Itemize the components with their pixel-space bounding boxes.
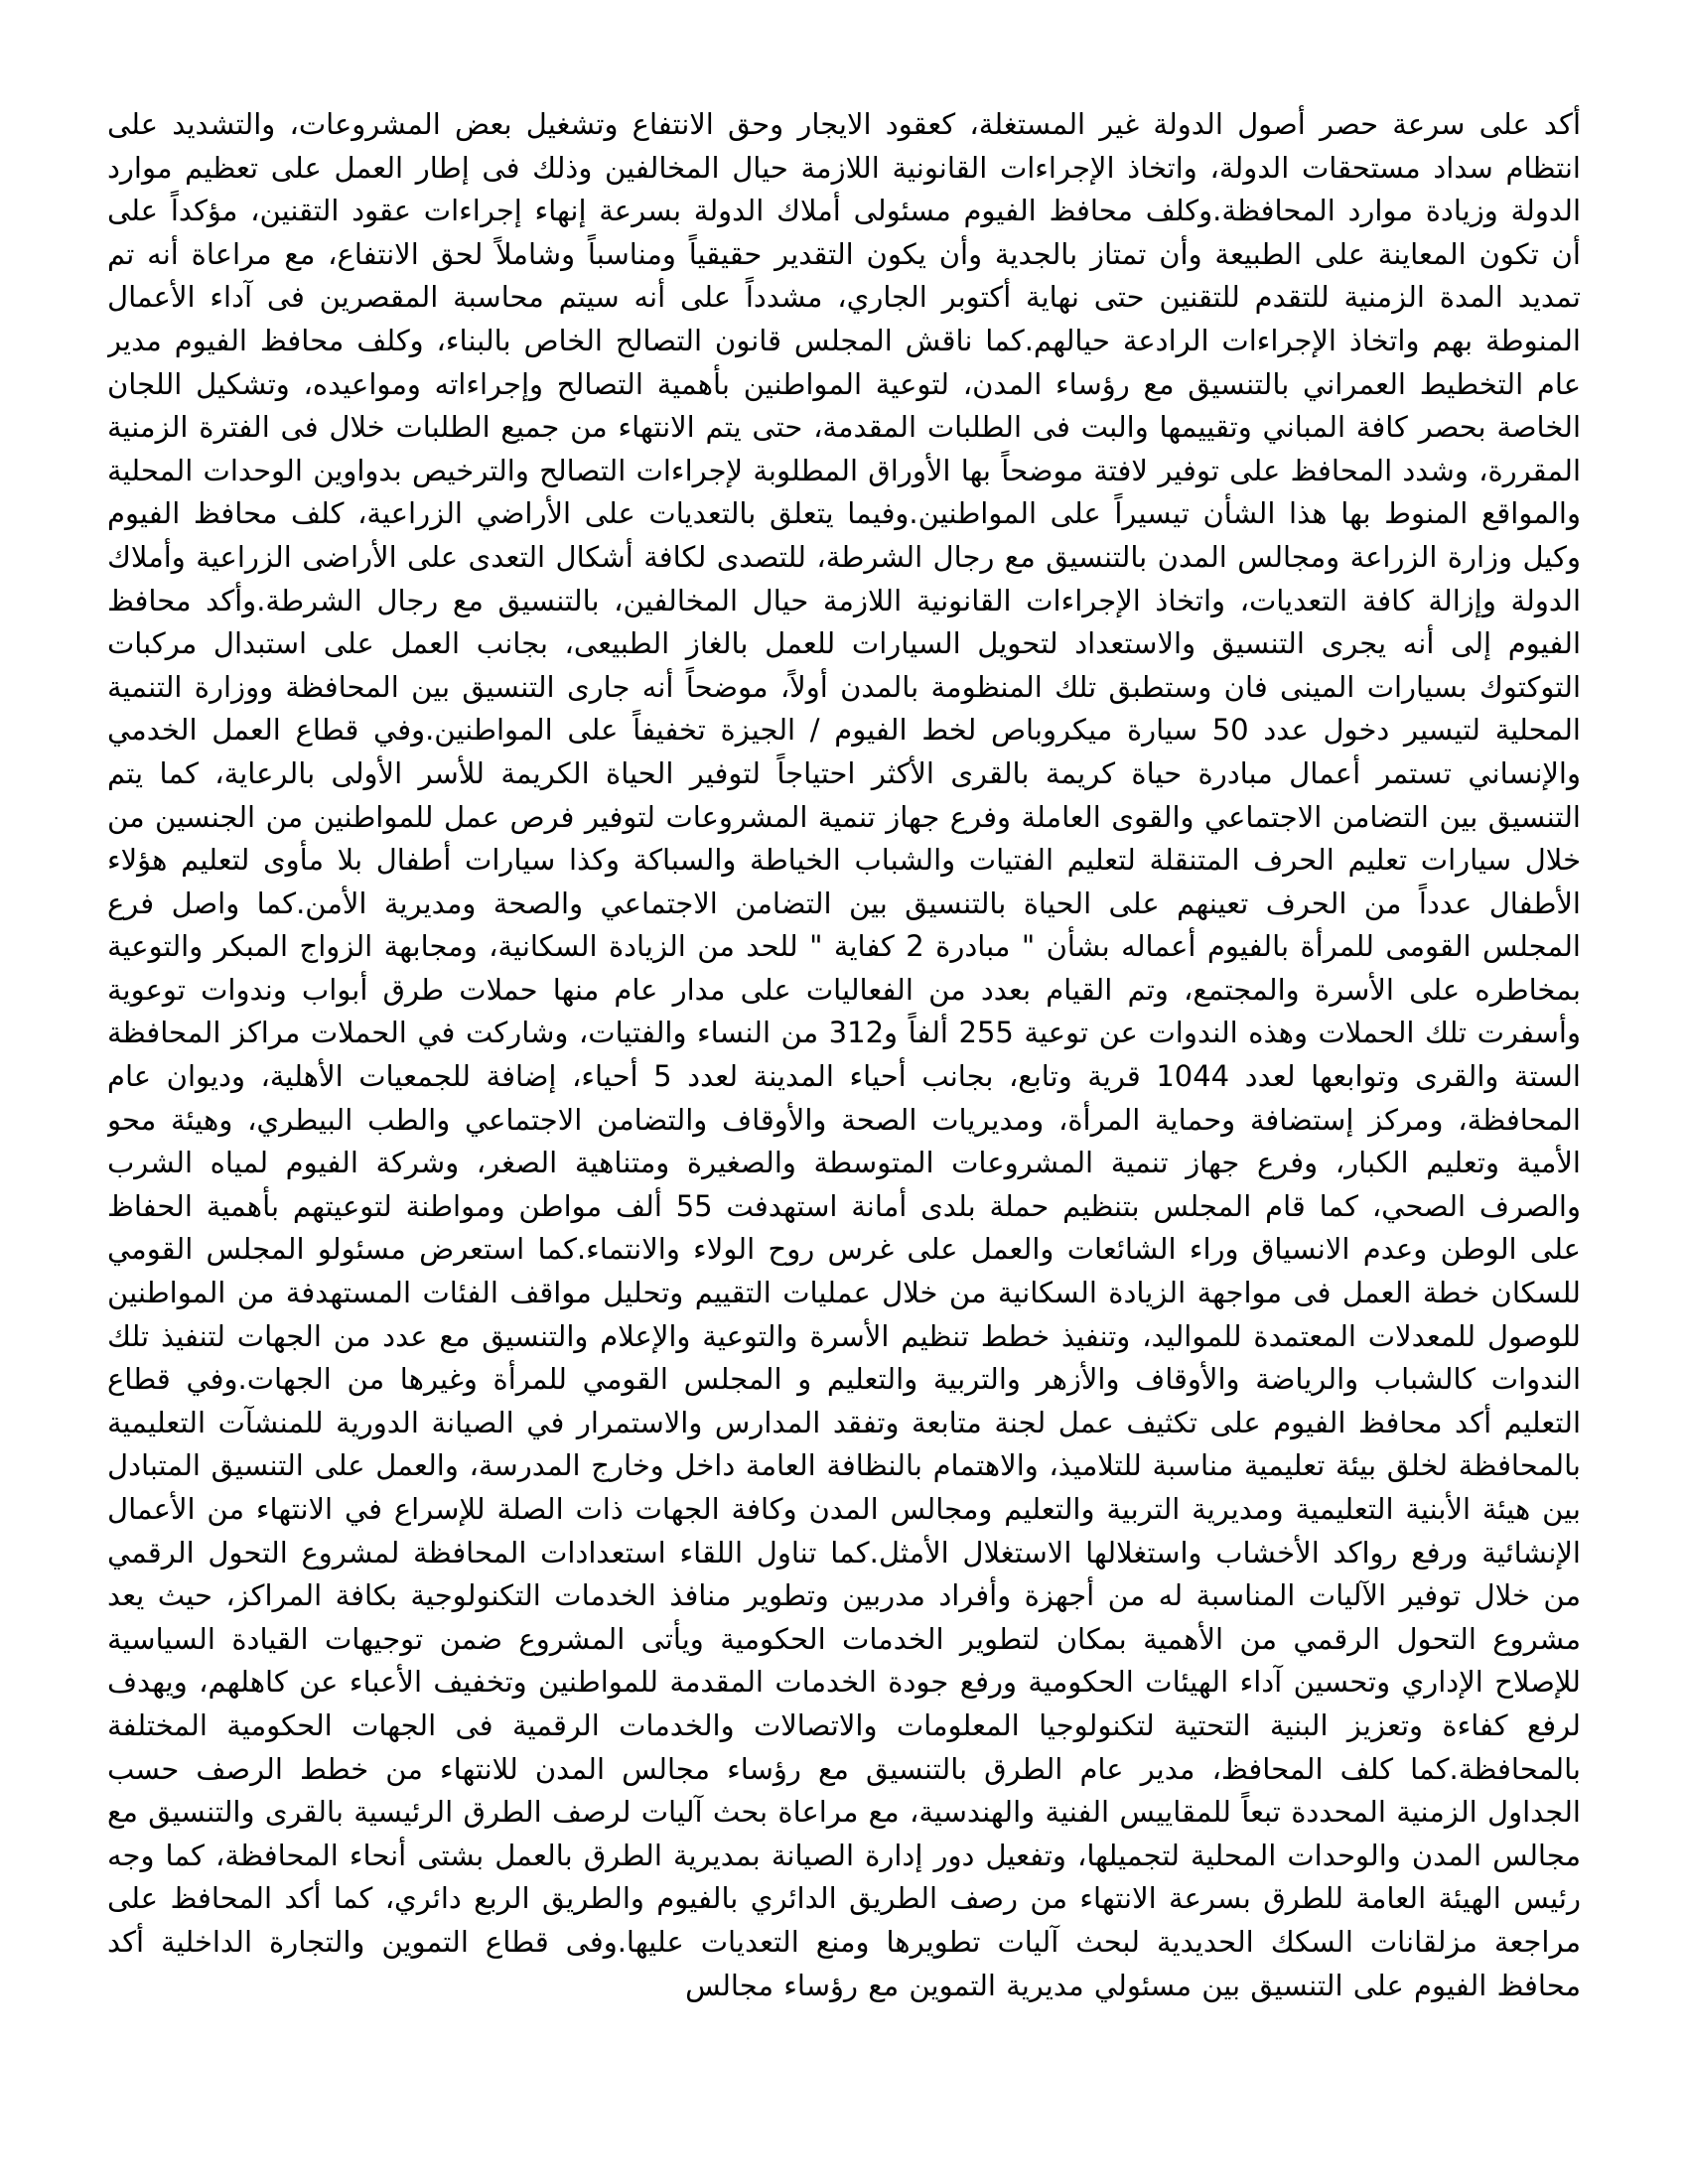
document-page bbox=[107, 103, 1581, 2168]
article-body: أكد على سرعة حصر أصول الدولة غير المستغلة، كعقود الايجار وحق الانتفاع وتشغيل بعض المشروعات، والتشديد على انتظام سداد مستحقات الدولة، واتخاذ الإجراءات القانونية اللازمة حيال المخالفين وذلك فى إطار العمل على تعظيم موارد الدولة وزيادة موارد المحافظة.وكلف محافظ الفيوم مسئولى أملاك الدولة بسرعة إنهاء إجراءات عقود التقنين، مؤكداً على أن تكون المعاينة على الطبيعة وأن تمتاز بالجدية وأن يكون التقدير حقيقياً ومناسباً وشاملاً لحق الانتفاع، مع مراعاة أنه تم تمديد المدة الزمنية للتقدم للتقنين حتى نهاية أكتوبر الجاري، مشدداً على أنه سيتم محاسبة المقصرين فى آداء الأعمال المنوطة بهم واتخاذ الإجراءات الرادعة حيالهم.كما ناقش المجلس قانون التصالح الخاص بالبناء، وكلف محافظ الفيوم مدير عام التخطيط العمراني بالتنسيق مع رؤساء المدن، لتوعية المواطنين بأهمية التصالح وإجراءاته ومواعيده، وتشكيل اللجان الخاصة بحصر كافة المباني وتقييمها والبت فى الطلبات المقدمة، حتى يتم الانتهاء من جميع الطلبات خلال فى الفترة الزمنية المقررة، وشدد المحافظ على توفير لافتة موضحاً بها الأوراق المطلوبة لإجراءات التصالح والترخيص بدواوين الوحدات المحلية والمواقع المنوط بها هذا الشأن تيسيراً على المواطنين.وفيما يتعلق بالتعديات على الأراضي الزراعية، كلف محافظ الفيوم وكيل وزارة الزراعة ومجالس المدن بالتنسيق مع رجال الشرطة، للتصدى لكافة أشكال التعدى على الأراضى الزراعية وأملاك الدولة وإزالة كافة التعديات، واتخاذ الإجراءات القانونية اللازمة حيال المخالفين، بالتنسيق مع رجال الشرطة.وأكد محافظ الفيوم إلى أنه يجرى التنسيق والاستعداد لتحويل السيارات للعمل بالغاز الطبيعى، بجانب العمل على استبدال مركبات التوكتوك بسيارات المينى فان وستطبق تلك المنظومة بالمدن أولاً، موضحاً أنه جارى التنسيق بين المحافظة ووزارة التنمية المحلية لتيسير دخول عدد 50 سيارة ميكروباص لخط الفيوم / الجيزة تخفيفاً على المواطنين.وفي قطاع العمل الخدمي والإنساني تستمر أعمال مبادرة حياة كريمة بالقرى الأكثر احتياجاً لتوفير الحياة الكريمة للأسر الأولى بالرعاية، كما يتم التنسيق بين التضامن الاجتماعي والقوى العاملة وفرع جهاز تنمية المشروعات لتوفير فرص عمل للمواطنين من الجنسين من خلال سيارات تعليم الحرف المتنقلة لتعليم الفتيات والشباب الخياطة والسباكة وكذا سيارات أطفال بلا مأوى لتعليم هؤلاء الأطفال عدداً من الحرف تعينهم على الحياة بالتنسيق بين التضامن الاجتماعي والصحة ومديرية الأمن.كما واصل فرع المجلس القومى للمرأة بالفيوم أعماله بشأن " مبادرة 2 كفاية " للحد من الزيادة السكانية، ومجابهة الزواج المبكر والتوعية بمخاطره على الأسرة والمجتمع، وتم القيام بعدد من الفعاليات على مدار عام منها حملات طرق أبواب وندوات توعوية وأسفرت تلك الحملات وهذه الندوات عن توعية 255 ألفاً و312 من النساء والفتيات، وشاركت في الحملات مراكز المحافظة الستة والقرى وتوابعها لعدد 1044 قرية وتابع، بجانب أحياء المدينة لعدد 5 أحياء، إضافة للجمعيات الأهلية، وديوان عام المحافظة، ومركز إستضافة وحماية المرأة، ومديريات الصحة والأوقاف والتضامن الاجتماعي والطب البيطري، وهيئة محو الأمية وتعليم الكبار، وفرع جهاز تنمية المشروعات المتوسطة والصغيرة ومتناهية الصغر، وشركة الفيوم لمياه الشرب والصرف الصحي، كما قام المجلس بتنظيم حملة بلدى أمانة استهدفت 55 ألف مواطن ومواطنة لتوعيتهم بأهمية الحفاظ على الوطن وعدم الانسياق وراء الشائعات والعمل على غرس روح الولاء والانتماء.كما استعرض مسئولو المجلس القومي للسكان خطة العمل فى مواجهة الزيادة السكانية من خلال عمليات التقييم وتحليل مواقف الفئات المستهدفة من المواطنين للوصول للمعدلات المعتمدة للمواليد، وتنفيذ خطط تنظيم الأسرة والتوعية والإعلام والتنسيق مع عدد من الجهات لتنفيذ تلك الندوات كالشباب والرياضة والأوقاف والأزهر والتربية والتعليم و المجلس القومي للمرأة وغيرها من الجهات.وفي قطاع التعليم أكد محافظ الفيوم على تكثيف عمل لجنة متابعة وتفقد المدارس والاستمرار في الصيانة الدورية للمنشآت التعليمية بالمحافظة لخلق بيئة تعليمية مناسبة للتلاميذ، والاهتمام بالنظافة العامة داخل وخارج المدرسة، والعمل على التنسيق المتبادل بين هيئة الأبنية التعليمية ومديرية التربية والتعليم ومجالس المدن وكافة الجهات ذات الصلة للإسراع في الانتهاء من الأعمال الإنشائية ورفع رواكد الأخشاب واستغلالها الاستغلال الأمثل.كما تناول اللقاء استعدادات المحافظة لمشروع التحول الرقمي من خلال توفير الآليات المناسبة له من أجهزة وأفراد مدربين وتطوير منافذ الخدمات التكنولوجية بكافة المراكز، حيث يعد مشروع التحول الرقمي من الأهمية بمكان لتطوير الخدمات الحكومية ويأتى المشروع ضمن توجيهات القيادة السياسية للإصلاح الإداري وتحسين آداء الهيئات الحكومية ورفع جودة الخدمات المقدمة للمواطنين وتخفيف الأعباء عن كاهلهم، ويهدف لرفع كفاءة وتعزيز البنية التحتية لتكنولوجيا المعلومات والاتصالات والخدمات الرقمية فى الجهات الحكومية المختلفة بالمحافظة.كما كلف المحافظ، مدير عام الطرق بالتنسيق مع رؤساء مجالس المدن للانتهاء من خطط الرصف حسب الجداول الزمنية المحددة تبعاً للمقاييس الفنية والهندسية، مع مراعاة بحث آليات لرصف الطرق الرئيسية بالقرى والتنسيق مع مجالس المدن والوحدات المحلية لتجميلها، وتفعيل دور إدارة الصيانة بمديرية الطرق بالعمل بشتى أنحاء المحافظة، كما وجه رئيس الهيئة العامة للطرق بسرعة الانتهاء من رصف الطريق الدائري بالفيوم والطريق الربع دائري، كما أكد المحافظ على مراجعة مزلقانات السكك الحديدية لبحث آليات تطويرها ومنع التعديات عليها.وفى قطاع التموين والتجارة الداخلية أكد محافظ الفيوم على التنسيق بين مسئولي مديرية التموين مع رؤساء مجالس bbox=[107, 107, 1581, 2002]
